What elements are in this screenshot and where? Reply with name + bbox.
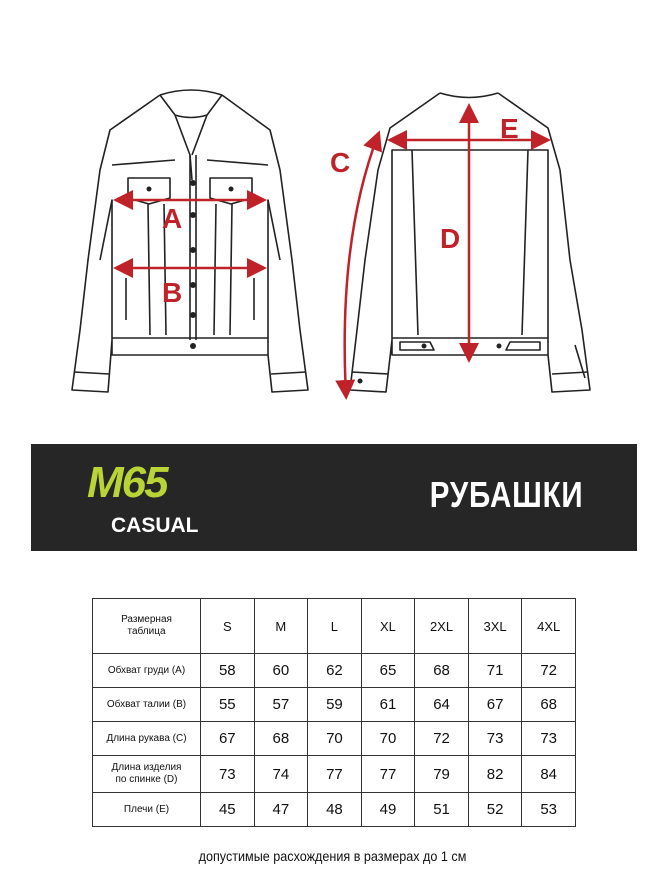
size-header: 2XL <box>415 599 469 654</box>
logo-mark: M65 <box>87 458 167 507</box>
size-header: XL <box>361 599 415 654</box>
table-row <box>93 793 576 827</box>
table-cell: 53 <box>522 793 576 827</box>
table-cell: 68 <box>522 688 576 722</box>
table-cell: 70 <box>308 722 362 756</box>
measurement-diagram <box>0 0 665 420</box>
size-header: L <box>308 599 362 654</box>
size-header: 4XL <box>522 599 576 654</box>
row-label: Обхват груди (A) <box>93 654 201 688</box>
table-cell: 72 <box>415 722 469 756</box>
table-cell: 77 <box>308 756 362 793</box>
table-cell: 48 <box>308 793 362 827</box>
table-cell: 67 <box>201 722 255 756</box>
table-cell: 77 <box>361 756 415 793</box>
table-cell: 70 <box>361 722 415 756</box>
table-cell: 59 <box>308 688 362 722</box>
table-cell: 72 <box>522 654 576 688</box>
table-cell: 68 <box>254 722 308 756</box>
footnote: допустимые расхождения в размерах до 1 см <box>198 848 467 864</box>
label-c: C <box>330 147 351 178</box>
row-label: Длина рукава (C) <box>93 722 201 756</box>
jacket-front <box>72 90 308 392</box>
table-cell: 49 <box>361 793 415 827</box>
size-header: M <box>254 599 308 654</box>
brand-logo <box>87 458 205 544</box>
table-cell: 52 <box>468 793 522 827</box>
table-cell: 55 <box>201 688 255 722</box>
table-cell: 79 <box>415 756 469 793</box>
table-cell: 71 <box>468 654 522 688</box>
table-row <box>93 688 576 722</box>
table-cell: 67 <box>468 688 522 722</box>
label-e: E <box>500 113 519 144</box>
row-label: Обхват талии (B) <box>93 688 201 722</box>
table-cell: 61 <box>361 688 415 722</box>
brand-banner <box>31 444 637 551</box>
table-row <box>93 756 576 793</box>
table-cell: 60 <box>254 654 308 688</box>
row-label: Длина изделия по спинке (D) <box>93 756 201 793</box>
size-header: 3XL <box>468 599 522 654</box>
label-d: D <box>440 223 461 254</box>
size-table <box>92 598 576 827</box>
table-cell: 58 <box>201 654 255 688</box>
label-a: A <box>162 203 183 234</box>
table-cell: 45 <box>201 793 255 827</box>
table-cell: 47 <box>254 793 308 827</box>
label-b: B <box>162 277 183 308</box>
row-label: Плечи (E) <box>93 793 201 827</box>
table-cell: 65 <box>361 654 415 688</box>
banner-title: РУБАШКИ <box>429 474 583 515</box>
table-cell: 82 <box>468 756 522 793</box>
table-cell: 62 <box>308 654 362 688</box>
table-cell: 73 <box>201 756 255 793</box>
table-header-row <box>93 599 576 654</box>
table-cell: 64 <box>415 688 469 722</box>
table-row <box>93 722 576 756</box>
table-cell: 57 <box>254 688 308 722</box>
table-cell: 84 <box>522 756 576 793</box>
table-cell: 73 <box>468 722 522 756</box>
size-header: S <box>201 599 255 654</box>
table-cell: 74 <box>254 756 308 793</box>
logo-subtitle: CASUAL <box>111 514 199 537</box>
table-corner: Размерная таблица <box>93 599 201 654</box>
table-cell: 73 <box>522 722 576 756</box>
table-row <box>93 654 576 688</box>
table-cell: 68 <box>415 654 469 688</box>
table-cell: 51 <box>415 793 469 827</box>
